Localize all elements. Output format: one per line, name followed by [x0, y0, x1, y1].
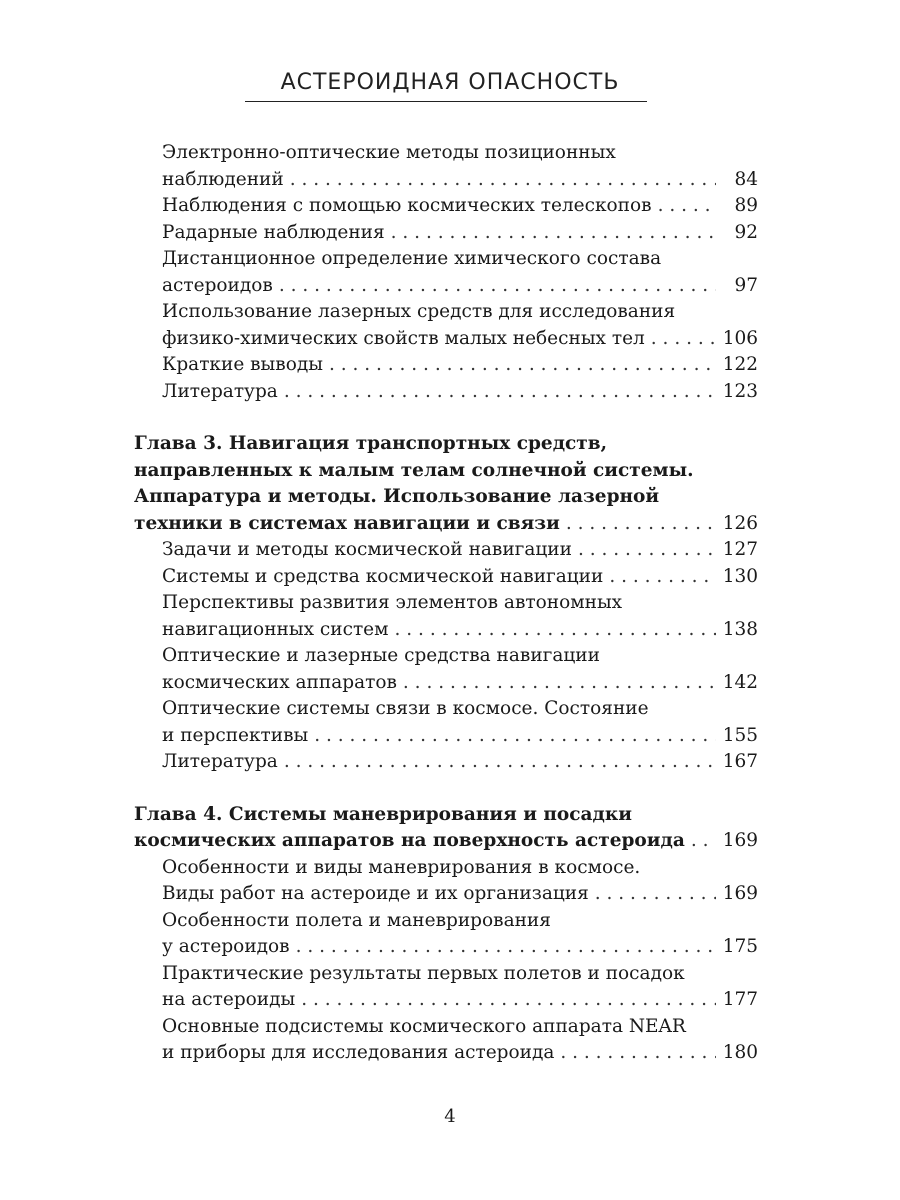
toc-chapter-title: техники в системах навигации и связи — [134, 512, 560, 534]
toc-chapter-title: космических аппаратов на поверхность астероида — [134, 830, 685, 851]
toc-page-number: 169 — [722, 830, 758, 851]
page-number: 4 — [444, 1106, 456, 1127]
toc-entry[interactable] — [162, 749, 758, 776]
toc-page-number: 177 — [722, 989, 758, 1010]
dot-leader — [329, 352, 716, 379]
dot-leader — [403, 670, 716, 697]
toc-page-number: 127 — [722, 539, 758, 560]
toc-entry-title: и приборы для исследования астероида — [162, 1042, 555, 1063]
dot-leader — [314, 723, 716, 750]
dot-leader — [284, 379, 716, 406]
toc-entry-title: Виды работ на астероиде и их организация — [162, 883, 589, 904]
toc-chapter-line: направленных к малым телам солнечной системы. — [134, 459, 694, 481]
toc-entry-title: Литература — [162, 380, 278, 402]
toc-chapter-line: Глава 3. Навигация транспортных средств, — [134, 433, 608, 454]
toc-chapter-line: Глава 4. Системы маневрирования и посадки — [134, 803, 632, 825]
running-head: АСТЕРОИДНАЯ ОПАСНОСТЬ — [280, 70, 620, 95]
toc-entry[interactable] — [162, 1014, 758, 1067]
toc-entry[interactable] — [162, 193, 758, 220]
dot-leader — [395, 617, 716, 644]
toc-entry-line: Оптические и лазерные средства навигации — [162, 645, 600, 666]
toc-entry[interactable] — [162, 855, 758, 908]
toc-entry-line: Электронно-оптические методы позиционных — [162, 142, 616, 163]
dot-leader — [301, 987, 716, 1014]
toc-entry-line: Особенности и виды маневрирования в космосе. — [162, 856, 641, 878]
toc-entry-line: Оптические системы связи в космосе. Состояние — [162, 698, 649, 719]
table-of-contents — [0, 140, 900, 1067]
dot-leader — [560, 1040, 716, 1067]
toc-entry[interactable] — [162, 220, 758, 247]
toc-entry-title: космических аппаратов — [162, 671, 397, 693]
running-head-rule — [245, 101, 647, 102]
toc-entry-title: навигационных систем — [162, 618, 389, 640]
toc-entry[interactable] — [162, 299, 758, 352]
dot-leader — [284, 749, 716, 776]
toc-entry[interactable] — [162, 537, 758, 564]
toc-page-number: 97 — [734, 274, 758, 296]
toc-page-number: 138 — [722, 618, 758, 640]
toc-entry-title: Краткие выводы — [162, 354, 323, 375]
toc-entry-line: Дистанционное определение химического состава — [162, 248, 662, 269]
toc-page-number: 169 — [722, 883, 758, 904]
dot-leader — [290, 167, 716, 194]
dot-leader — [296, 934, 716, 961]
toc-entry[interactable] — [162, 590, 758, 643]
dot-leader — [391, 220, 716, 247]
toc-entry-title: на астероиды — [162, 989, 296, 1010]
dot-leader — [658, 193, 716, 220]
toc-entry-line: Перспективы развития элементов автономных — [162, 592, 623, 613]
dot-leader — [566, 511, 716, 538]
toc-entry-line: Использование лазерных средств для исследования — [162, 301, 676, 322]
toc-page-number: 106 — [722, 327, 758, 349]
toc-page-number: 126 — [722, 512, 758, 534]
dot-leader — [279, 273, 716, 300]
toc-entry[interactable] — [162, 696, 758, 749]
toc-entry[interactable] — [162, 379, 758, 406]
toc-entry-line: Практические результаты первых полетов и посадок — [162, 962, 685, 984]
toc-page-number: 89 — [734, 195, 758, 216]
toc-page-number: 155 — [722, 724, 758, 746]
toc-entry[interactable] — [162, 564, 758, 591]
toc-chapter-4[interactable] — [134, 802, 758, 855]
toc-page-number: 84 — [734, 168, 758, 190]
toc-page-number: 122 — [722, 354, 758, 375]
toc-page-number: 175 — [722, 936, 758, 957]
toc-page-number: 180 — [722, 1042, 758, 1063]
toc-entry[interactable] — [162, 961, 758, 1014]
dot-leader — [651, 326, 716, 353]
toc-entry-title: Системы и средства космической навигации — [162, 565, 604, 587]
toc-entry[interactable] — [162, 352, 758, 379]
toc-entry-line: Основные подсистемы космического аппарата NEAR — [162, 1015, 686, 1037]
toc-entry-title: и перспективы — [162, 724, 309, 746]
dot-leader — [578, 537, 716, 564]
toc-page-number: 167 — [722, 751, 758, 772]
toc-page-number: 123 — [722, 380, 758, 402]
toc-page-number: 130 — [722, 565, 758, 587]
dot-leader — [595, 881, 716, 908]
toc-entry-title: у астероидов — [162, 936, 290, 957]
toc-entry-title: Радарные наблюдения — [162, 221, 385, 243]
toc-entry[interactable] — [162, 246, 758, 299]
toc-entry-line: Особенности полета и маневрирования — [162, 909, 551, 931]
toc-chapter-3[interactable] — [134, 431, 758, 537]
dot-leader — [609, 564, 716, 591]
toc-entry-title: наблюдений — [162, 168, 284, 190]
toc-entry-title: Литература — [162, 751, 278, 772]
toc-page-number: 92 — [734, 221, 758, 243]
toc-entry-title: астероидов — [162, 274, 273, 296]
toc-entry[interactable] — [162, 908, 758, 961]
toc-entry-title: физико-химических свойств малых небесных тел — [162, 327, 645, 349]
toc-entry[interactable] — [162, 140, 758, 193]
toc-entry[interactable] — [162, 643, 758, 696]
toc-chapter-line: Аппаратура и методы. Использование лазерной — [134, 486, 660, 507]
toc-page-number: 142 — [722, 671, 758, 693]
toc-entry-title: Наблюдения с помощью космических телескопов — [162, 195, 652, 216]
dot-leader — [691, 828, 716, 855]
toc-entry-title: Задачи и методы космической навигации — [162, 539, 572, 560]
